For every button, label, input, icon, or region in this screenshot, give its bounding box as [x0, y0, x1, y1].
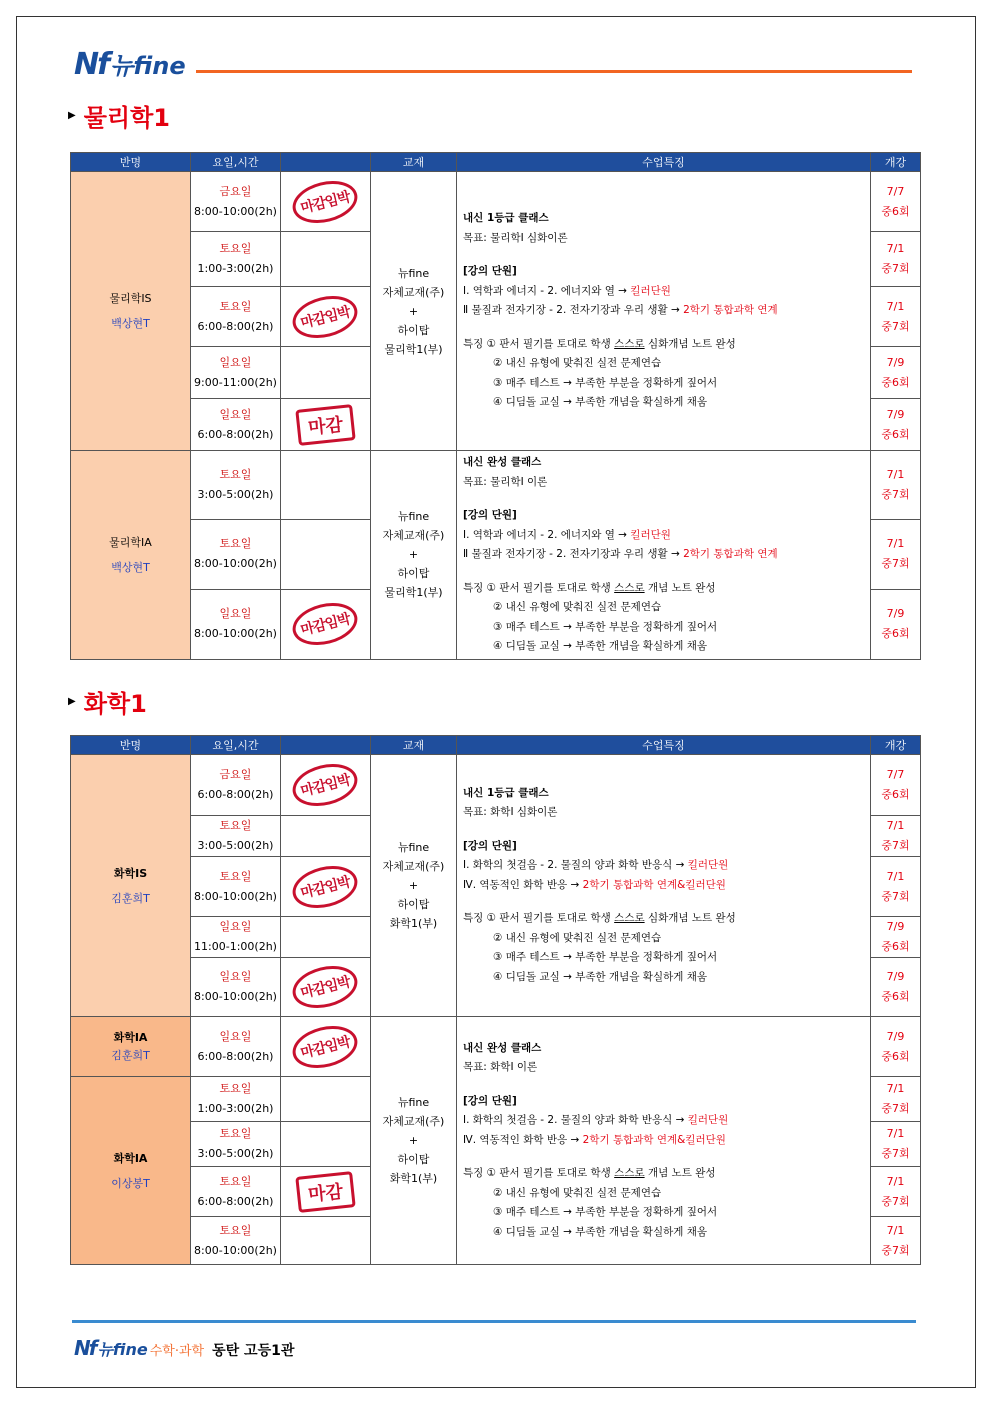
triangle-bullet-icon: ▶ [68, 110, 76, 121]
status-cell [281, 1167, 371, 1217]
open-cell: 7/9 중6회 [871, 589, 921, 659]
table-row [71, 451, 921, 520]
status-cell [281, 399, 371, 451]
triangle-bullet-icon: ▶ [68, 696, 76, 707]
class-name: 물리학ⅠS [109, 292, 152, 305]
footer-branch: 동탄 고등1관 [212, 1343, 295, 1359]
footer-logo-mark: Nf 뉴fine [74, 1336, 148, 1360]
status-cell [281, 755, 371, 816]
features-cell: 내신 1등급 클래스 목표: 화학Ⅰ 심화이론 [강의 단원] Ⅰ. 화학의 첫걸음 - 2. 물질의 양과 화학 반응식 → 킬러단원 Ⅳ. 역동적인 화학 반응 → 2학기 통합과학 연계&킬러단원 특징 ① 판서 필기를 토대로 학생 스스로 심화개념 노트 완성 ② 내신 유형에 맞춰진 실전 문제연습 ③ 매주 테스트 → 부족한 부분을 정확하게 짚어서 ④ 디딤돌 교실 → 부족한 개념을 확실하게 채움 [457, 755, 871, 1017]
schedule-cell: 토요일 1:00-3:00(2h) [191, 1077, 281, 1122]
closed-stamp: 마감 [295, 1171, 355, 1213]
col-header-open: 개강 [871, 153, 921, 172]
status-cell [281, 1122, 371, 1167]
status-cell [281, 232, 371, 287]
col-header-class: 반명 [71, 736, 191, 755]
teacher-name: 김훈희T [111, 891, 150, 905]
status-cell [281, 172, 371, 232]
class-cell [71, 451, 191, 660]
status-cell [281, 1077, 371, 1122]
table-row [71, 172, 921, 232]
closing-soon-stamp: 마감임박 [289, 1019, 363, 1074]
schedule-cell: 일요일 8:00-10:00(2h) [191, 958, 281, 1017]
status-cell [281, 347, 371, 399]
open-cell: 7/1 중7회 [871, 232, 921, 287]
col-header-book: 교재 [371, 153, 457, 172]
footer-subtitle: 수학·과학 [149, 1344, 205, 1359]
teacher-name: 백상현T [111, 317, 150, 330]
teacher-name: 김훈희T [111, 1048, 150, 1062]
physics-table [70, 152, 921, 660]
class-cell [71, 172, 191, 451]
book-cell: 뉴fine 자체교재(주) + 하이탑 화학1(부) [371, 1017, 457, 1265]
book-cell: 뉴fine 자체교재(주) + 하이탑 물리학1(부) [371, 172, 457, 451]
open-cell: 7/1 중7회 [871, 816, 921, 857]
col-header-schedule: 요일,시간 [191, 736, 281, 755]
logo-text: 뉴fine [110, 52, 186, 80]
schedule-cell: 금요일 6:00-8:00(2h) [191, 755, 281, 816]
schedule-cell: 일요일 8:00-10:00(2h) [191, 589, 281, 659]
features-cell: 내신 완성 클래스 목표: 화학Ⅰ 이론 [강의 단원] Ⅰ. 화학의 첫걸음 - 2. 물질의 양과 화학 반응식 → 킬러단원 Ⅳ. 역동적인 화학 반응 → 2학기 통합과학 연계&킬러단원 특징 ① 판서 필기를 토대로 학생 스스로 개념 노트 완성 ② 내신 유형에 맞춰진 실전 문제연습 ③ 매주 테스트 → 부족한 부분을 정확하게 짚어서 ④ 디딤돌 교실 → 부족한 개념을 확실하게 채움 [457, 1017, 871, 1265]
schedule-cell: 일요일 6:00-8:00(2h) [191, 399, 281, 451]
schedule-cell: 토요일 6:00-8:00(2h) [191, 1167, 281, 1217]
closing-soon-stamp: 마감임박 [289, 960, 363, 1015]
class-cell [71, 1077, 191, 1265]
class-cell [71, 755, 191, 1017]
closing-soon-stamp: 마감임박 [289, 859, 363, 914]
status-cell [281, 589, 371, 659]
col-header-features: 수업특징 [457, 153, 871, 172]
status-cell [281, 287, 371, 347]
col-header-open: 개강 [871, 736, 921, 755]
open-cell: 7/9 중6회 [871, 347, 921, 399]
class-name: 화학ⅠA [113, 1151, 148, 1165]
open-cell: 7/1 중7회 [871, 857, 921, 917]
schedule-cell: 토요일 1:00-3:00(2h) [191, 232, 281, 287]
open-cell: 7/7 중6회 [871, 755, 921, 816]
physics-title: 물리학1 [83, 104, 170, 132]
status-cell [281, 816, 371, 857]
table-row [71, 755, 921, 816]
schedule-cell: 일요일 6:00-8:00(2h) [191, 1017, 281, 1077]
status-cell [281, 1017, 371, 1077]
col-header-class: 반명 [71, 153, 191, 172]
schedule-cell: 토요일 3:00-5:00(2h) [191, 451, 281, 520]
closing-soon-stamp: 마감임박 [289, 597, 363, 652]
closing-soon-stamp: 마감임박 [289, 174, 363, 229]
class-name: 물리학ⅠA [109, 535, 152, 549]
table-header-row [71, 153, 921, 172]
col-header-book: 교재 [371, 736, 457, 755]
open-cell: 7/9 중6회 [871, 917, 921, 958]
section-title-chemistry [68, 684, 147, 719]
schedule-cell: 토요일 8:00-10:00(2h) [191, 857, 281, 917]
col-header-features: 수업특징 [457, 736, 871, 755]
col-header-status [281, 736, 371, 755]
class-cell [71, 1017, 191, 1077]
features-cell: 내신 완성 클래스 목표: 물리학Ⅰ 이론 [강의 단원] Ⅰ. 역학과 에너지 - 2. 에너지와 열 → 킬러단원 Ⅱ 물질과 전자기장 - 2. 전자기장과 우리 생활 → 2학기 통합과학 연계 특징 ① 판서 필기를 토대로 학생 스스로 개념 노트 완성 ② 내신 유형에 맞춰진 실전 문제연습 ③ 매주 테스트 → 부족한 부분을 정확하게 짚어서 ④ 디딤돌 교실 → 부족한 개념을 확실하게 채움 [457, 451, 871, 660]
open-cell: 7/7 중6회 [871, 172, 921, 232]
open-cell: 7/9 중6회 [871, 399, 921, 451]
open-cell: 7/1 중7회 [871, 519, 921, 589]
table-row [71, 1017, 921, 1077]
open-cell: 7/9 중6회 [871, 1017, 921, 1077]
chemistry-title: 화학1 [83, 690, 147, 718]
closed-stamp: 마감 [295, 404, 355, 446]
schedule-cell: 토요일 8:00-10:00(2h) [191, 519, 281, 589]
logo-mark: Nf [74, 47, 109, 82]
open-cell: 7/1 중7회 [871, 1122, 921, 1167]
footer-rule [72, 1320, 916, 1323]
closing-soon-stamp: 마감임박 [289, 289, 363, 344]
section-title-physics [68, 98, 170, 133]
schedule-cell: 토요일 6:00-8:00(2h) [191, 287, 281, 347]
open-cell: 7/1 중7회 [871, 451, 921, 520]
status-cell [281, 1217, 371, 1265]
status-cell [281, 451, 371, 520]
col-header-schedule: 요일,시간 [191, 153, 281, 172]
status-cell [281, 917, 371, 958]
teacher-name: 백상현T [111, 560, 150, 574]
schedule-cell: 토요일 8:00-10:00(2h) [191, 1217, 281, 1265]
schedule-cell: 일요일 9:00-11:00(2h) [191, 347, 281, 399]
class-name: 화학ⅠA [113, 1030, 148, 1044]
header-rule [196, 70, 912, 73]
schedule-cell: 금요일 8:00-10:00(2h) [191, 172, 281, 232]
open-cell: 7/9 중6회 [871, 958, 921, 1017]
chemistry-table [70, 735, 921, 1265]
features-cell: 내신 1등급 클래스 목표: 물리학Ⅰ 심화이론 [강의 단원] Ⅰ. 역학과 에너지 - 2. 에너지와 열 → 킬러단원 Ⅱ 물질과 전자기장 - 2. 전자기장과 우리 생활 → 2학기 통합과학 연계 특징 ① 판서 필기를 토대로 학생 스스로 심화개념 노트 완성 ② 내신 유형에 맞춰진 실전 문제연습 ③ 매주 테스트 → 부족한 부분을 정확하게 짚어서 ④ 디딤돌 교실 → 부족한 개념을 확실하게 채움 [457, 172, 871, 451]
book-cell: 뉴fine 자체교재(주) + 하이탑 물리학1(부) [371, 451, 457, 660]
table-header-row [71, 736, 921, 755]
status-cell [281, 857, 371, 917]
status-cell [281, 958, 371, 1017]
closing-soon-stamp: 마감임박 [289, 758, 363, 813]
schedule-cell: 토요일 3:00-5:00(2h) [191, 816, 281, 857]
col-header-status [281, 153, 371, 172]
open-cell: 7/1 중7회 [871, 1217, 921, 1265]
open-cell: 7/1 중7회 [871, 287, 921, 347]
book-cell: 뉴fine 자체교재(주) + 하이탑 화학1(부) [371, 755, 457, 1017]
header-logo [74, 46, 186, 82]
open-cell: 7/1 중7회 [871, 1167, 921, 1217]
schedule-cell: 토요일 3:00-5:00(2h) [191, 1122, 281, 1167]
footer-logo [74, 1336, 294, 1360]
status-cell [281, 519, 371, 589]
open-cell: 7/1 중7회 [871, 1077, 921, 1122]
class-name: 화학ⅠS [113, 866, 148, 880]
schedule-cell: 일요일 11:00-1:00(2h) [191, 917, 281, 958]
teacher-name: 이상봉T [111, 1176, 150, 1190]
